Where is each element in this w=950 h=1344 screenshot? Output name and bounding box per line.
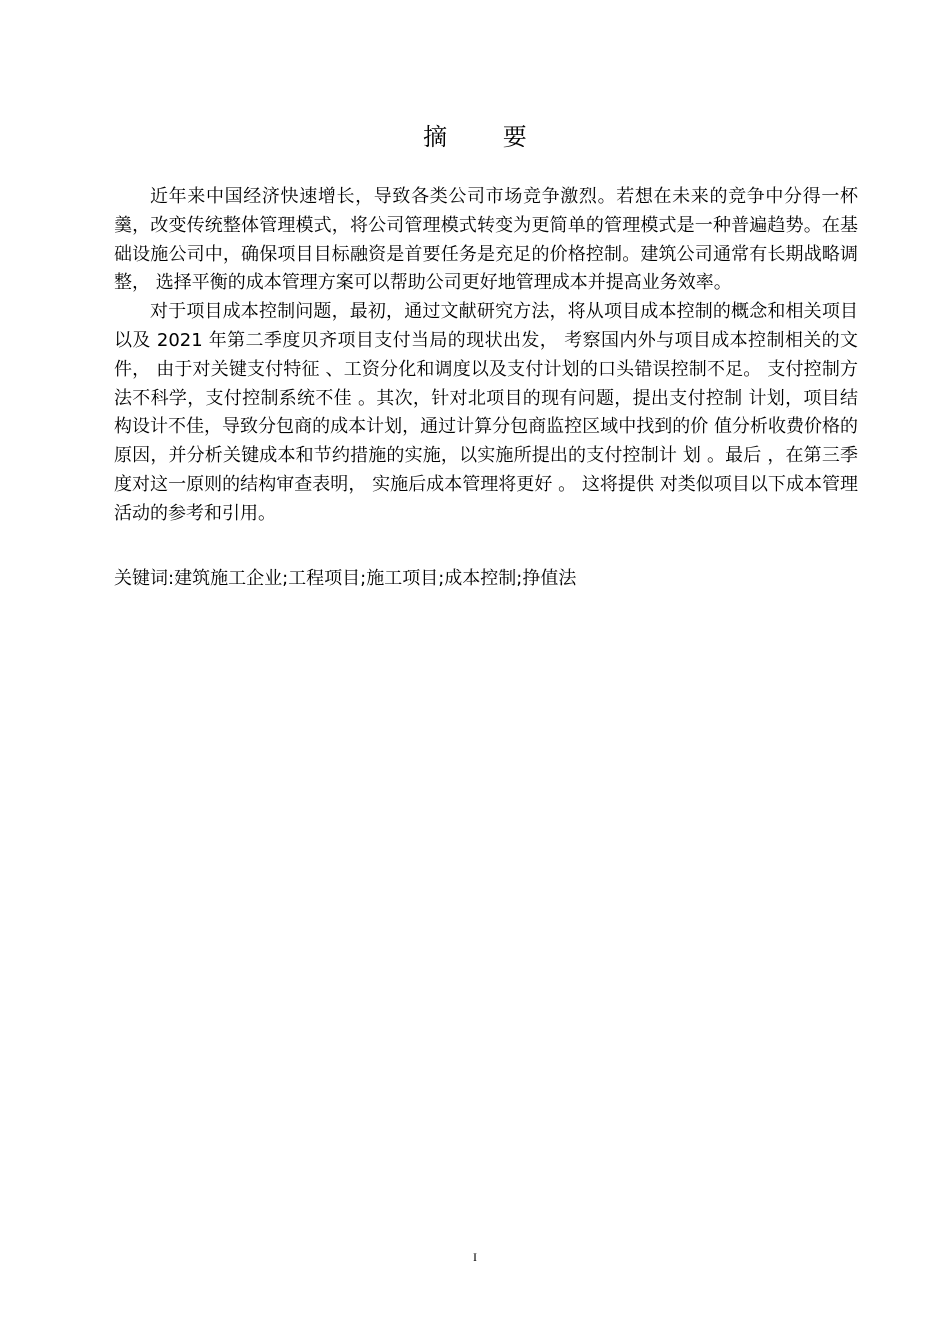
page-title: 摘 要 [423,123,551,151]
abstract-paragraph-1: 近年来中国经济快速增长，导致各类公司市场竞争激烈。若想在未来的竞争中分得一杯羹，改变传统整体管理模式，将公司管理模式转变为更简单的管理模式是一种普遍趋势。在基础设施公司中，确保项目目标融资是首要任务是充足的价格控制。建筑公司通常有长期战略调整， 选择平衡的成本管理方案可以帮助公司更好地管理成本并提高业务效率。 [114,186,858,294]
abstract-paragraph-2: 对于项目成本控制问题，最初，通过文献研究方法，将从项目成本控制的概念和相关项目以及 2021 年第二季度贝齐项目支付当局的现状出发， 考察国内外与项目成本控制相关的文件， 由于对关键支付特征 、工资分化和调度以及支付计划的口头错误控制不足。 支付控制方法不科学，支付控制系统不佳 。其次，针对北项目的现有问题，提出支付控制 计划，项目结构设计不佳，导致分包商的成本计划，通过计算分包商监控区域中找到的价 值分析收费价格的原因，并分析关键成本和节约措施的实施，以实施所提出的支付控制计 划 。最后 ，在第三季度对这一原则的结构审查表明， 实施后成本管理将更好 。 这将提供 对类似项目以下成本管理活动的参考和引用。 [114,301,858,524]
abstract-body [114,183,858,529]
keywords-line: 关键词:建筑施工企业;工程项目;施工项目;成本控制;挣值法 [114,568,577,589]
page-number: I [473,1250,477,1264]
